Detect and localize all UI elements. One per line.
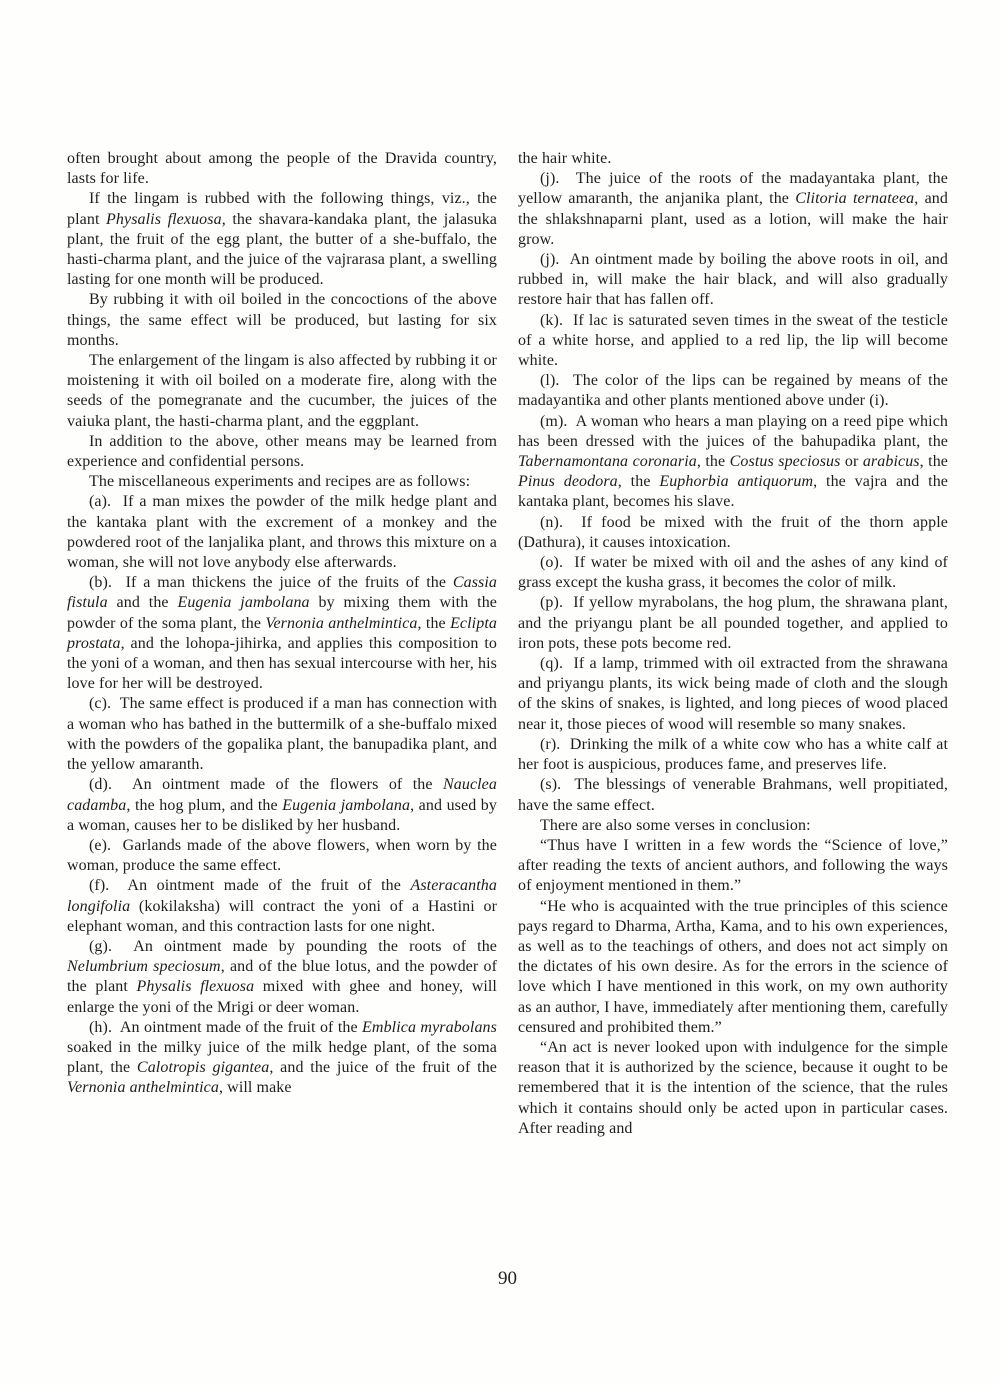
- text-run: (s). The blessings of venerable Brahmans, well propitiated, have the same effect.: [518, 776, 948, 814]
- text-run: (b). If a man thickens the juice of the fruits of the: [89, 574, 453, 592]
- text-run: , and the lohopa-jihirka, and applies this composition to the yoni of a woman, and then has sexual intercourse with her, his love for her will be destroyed.: [67, 634, 497, 693]
- paragraph: [67, 351, 497, 432]
- text-run: If the lingam is rubbed with the following things, viz., the plant: [67, 190, 497, 228]
- italic-text-run: Emblica myrabolans: [362, 1018, 497, 1036]
- text-run: (kokilaksha) will contract the yoni of a Hastini or elephant woman, and this contraction lasts for one night.: [67, 897, 497, 935]
- text-run: , and the juice of the fruit of the: [269, 1059, 497, 1077]
- text-run: (f). An ointment made of the fruit of the: [89, 877, 411, 895]
- paragraph: [518, 412, 948, 513]
- paragraph: [67, 573, 497, 694]
- text-columns: [67, 149, 948, 1139]
- text-run: , and used by a woman, causes her to be disliked by her husband.: [67, 796, 497, 834]
- paragraph: [518, 371, 948, 411]
- text-run: (p). If yellow myrabolans, the hog plum, the shrawana plant, and the priyangu plant be all pounded together, and applied to iron pots, these pots become red.: [518, 594, 948, 652]
- paragraph: [67, 290, 497, 351]
- italic-text-run: Costus speciosus: [729, 453, 841, 471]
- paragraph: [67, 836, 497, 876]
- paragraph: [67, 189, 497, 290]
- text-run: (j). The juice of the roots of the madayantaka plant, the yellow amaranth, the anjanika plant, the: [518, 170, 948, 208]
- paragraph: [518, 775, 948, 815]
- text-run: often brought about among the people of the Dravida country, lasts for life.: [67, 150, 497, 188]
- paragraph: [518, 593, 948, 654]
- text-run: (d). An ointment made of the flowers of the: [89, 776, 443, 794]
- paragraph: [518, 897, 948, 1038]
- text-run: , the vajra and the kantaka plant, becomes his slave.: [518, 473, 948, 511]
- text-run: (q). If a lamp, trimmed with oil extracted from the shrawana and priyangu plants, its wick being made of cloth and the slough of the skins of snakes, is lighted, and long pieces of wood placed near it, those pieces of wood will resemble so many snakes.: [518, 655, 948, 733]
- text-run: the hair white.: [518, 150, 612, 167]
- text-run: In addition to the above, other means may be learned from experience and confidential persons.: [67, 432, 497, 471]
- paragraph: [518, 735, 948, 775]
- paragraph: [67, 1018, 497, 1099]
- text-run: , the: [919, 453, 948, 471]
- text-run: , and of the blue lotus, and the powder of the plant: [67, 958, 497, 996]
- paragraph: [518, 1038, 948, 1139]
- text-run: (o). If water be mixed with oil and the ashes of any kind of grass except the kusha grass, it becomes the color of milk.: [518, 554, 948, 592]
- italic-text-run: Nelumbrium speciosum: [67, 958, 221, 976]
- text-run: The miscellaneous experiments and recipes are as follows:: [89, 473, 471, 491]
- text-run: (n). If food be mixed with the fruit of the thorn apple (Dathura), it causes intoxication.: [518, 513, 948, 551]
- paragraph: [67, 775, 497, 836]
- right-column: [518, 149, 948, 1139]
- text-run: (e). Garlands made of the above flowers, when worn by the woman, produce the same effect.: [67, 836, 497, 875]
- text-run: mixed with ghee and honey, will enlarge the yoni of the Mrigi or deer woman.: [67, 978, 497, 1016]
- text-run: There are also some verses in conclusion:: [540, 816, 811, 834]
- text-run: , will make: [218, 1079, 292, 1097]
- text-run: The enlargement of the lingam is also affected by rubbing it or moistening it with oil boiled on a moderate fire, along with the seeds of the pomegranate and the cucumber, the juices of the vaiuka plant, the hasti-charma plant, and the eggplant.: [67, 352, 497, 430]
- italic-text-run: Eclipta prostata: [67, 614, 497, 652]
- text-run: , the shavara-kandaka plant, the jalasuka plant, the fruit of the egg plant, the butter of a she-buffalo, the hasti-charma plant, and the juice of the vajrarasa plant, a swelling lasting for one month will be produced.: [67, 210, 497, 289]
- text-run: (r). Drinking the milk of a white cow who has a white calf at her foot is auspicious, produces fame, and preserves life.: [518, 735, 948, 774]
- italic-text-run: Tabernamontana coronaria: [518, 453, 697, 471]
- italic-text-run: Clitoria ternateea: [795, 190, 915, 208]
- text-run: , the: [696, 453, 730, 471]
- italic-text-run: Pinus deodora: [518, 473, 618, 491]
- text-run: “Thus have I written in a few words the “Science of love,” after reading the texts of ancient authors, and following the ways of enjoyment mentioned in them.”: [518, 836, 948, 895]
- paragraph: [67, 149, 497, 189]
- paragraph: [518, 553, 948, 593]
- text-run: By rubbing it with oil boiled in the concoctions of the above things, the same effect will be produced, but lasting for six months.: [67, 291, 497, 349]
- text-run: , the: [617, 473, 660, 491]
- italic-text-run: Calotropis gigantea: [136, 1059, 270, 1077]
- page-number: 90: [498, 1268, 517, 1289]
- text-run: , the: [417, 614, 451, 632]
- paragraph: [67, 694, 497, 775]
- text-run: (a). If a man mixes the powder of the milk hedge plant and the kantaka plant with the excrement of a monkey and the powdered root of the lanjalika plant, and throws this mixture on a woman, she will not love anybody else afterwards.: [67, 493, 497, 572]
- text-run: (k). If lac is saturated seven times in the sweat of the testicle of a white horse, and applied to a red lip, the lip will become white.: [518, 311, 948, 370]
- text-run: , and the shlakshnaparni plant, used as a lotion, will make the hair grow.: [518, 190, 948, 248]
- paragraph: [518, 311, 948, 372]
- left-column: [67, 149, 497, 1139]
- paragraph: [67, 432, 497, 472]
- italic-text-run: Cassia fistula: [67, 574, 497, 612]
- text-run: (h). An ointment made of the fruit of the: [89, 1018, 363, 1036]
- paragraph: [67, 937, 497, 1018]
- italic-text-run: Eugenia jambolana: [282, 796, 411, 814]
- text-run: (m). A woman who hears a man playing on a reed pipe which has been dressed with the juices of the bahupadika plant, the: [518, 412, 948, 450]
- italic-text-run: arabicus: [862, 453, 920, 471]
- text-run: (j). An ointment made by boiling the above roots in oil, and rubbed in, will make the hair black, and will also gradually restore hair that has fallen off.: [518, 251, 948, 309]
- text-run: (g). An ointment made by pounding the roots of the: [89, 937, 497, 955]
- text-run: and the: [107, 594, 178, 612]
- text-run: “An act is never looked upon with indulgence for the simple reason that it is authorized by the science, because it ought to be remembered that it is the intention of the science, that the rules which it contains should only be acted upon in particular cases. After reading and: [518, 1038, 948, 1137]
- italic-text-run: Eugenia jambolana: [177, 594, 310, 612]
- italic-text-run: Asteracantha longifolia: [67, 877, 497, 915]
- paragraph: [518, 513, 948, 553]
- paragraph: [518, 836, 948, 897]
- italic-text-run: Vernonia anthelmintica: [265, 614, 418, 632]
- text-run: “He who is acquainted with the true principles of this science pays regard to Dharma, Artha, Kama, and to his own experiences, as well as to the teachings of others, and does not act simply on the dictates of his own desire. As for the errors in the science of love which I have mentioned in this work, on my own authority as an author, I have, immediately after mentioning them, carefully censured and prohibited them.”: [518, 897, 948, 1036]
- paragraph: [67, 492, 497, 573]
- paragraph: [518, 169, 948, 250]
- text-run: by mixing them with the powder of the soma plant, the: [67, 594, 497, 632]
- italic-text-run: Euphorbia antiquorum: [659, 473, 814, 491]
- text-run: or: [840, 453, 863, 471]
- paragraph: [518, 654, 948, 735]
- italic-text-run: Physalis flexuosa: [106, 210, 222, 228]
- text-run: soaked in the milky juice of the milk hedge plant, of the soma plant, the: [67, 1038, 497, 1077]
- italic-text-run: Vernonia anthelmintica: [67, 1079, 219, 1097]
- italic-text-run: Physalis flexuosa: [136, 978, 255, 996]
- italic-text-run: Nauclea cadamba: [67, 776, 497, 814]
- paragraph: [67, 876, 497, 937]
- text-run: (l). The color of the lips can be regained by means of the madayantika and other plants mentioned above under (i).: [518, 372, 948, 410]
- paragraph: [518, 149, 948, 169]
- paragraph: [518, 250, 948, 311]
- text-run: (c). The same effect is produced if a man has connection with a woman who has bathed in the buttermilk of a she-buffalo mixed with the powders of the gopalika plant, the banupadika plant, and the yellow amaranth.: [67, 695, 497, 774]
- paragraph: [67, 472, 497, 492]
- paragraph: [518, 816, 948, 836]
- text-run: , the hog plum, and the: [126, 796, 283, 814]
